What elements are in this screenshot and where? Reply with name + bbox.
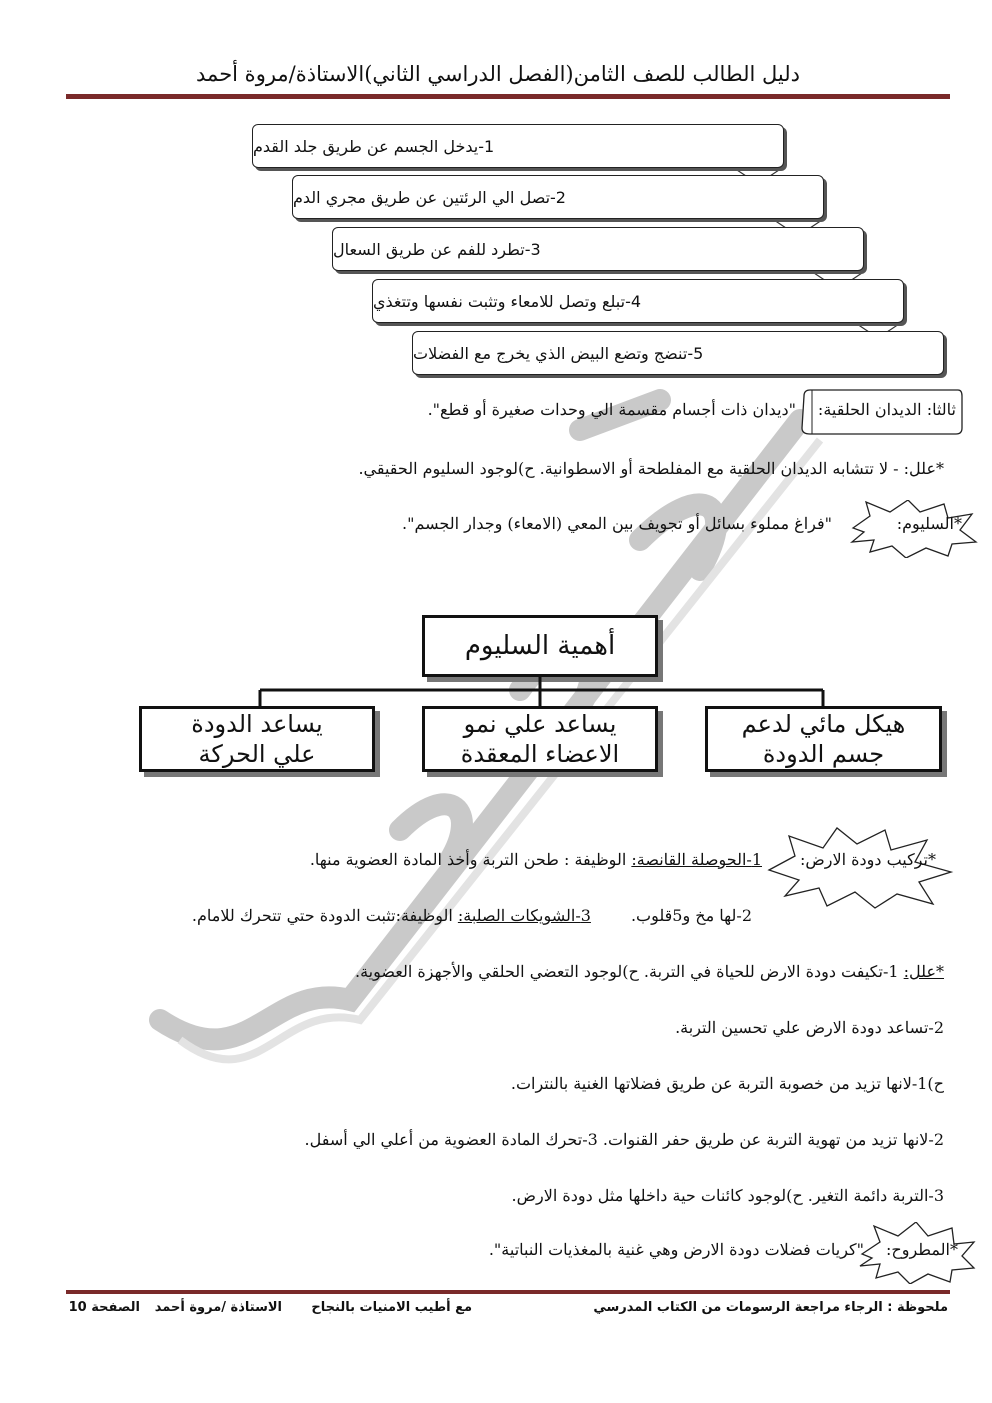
- heart-count: 2-لها مخ و5قلوب.: [630, 906, 752, 925]
- setae-name: 3-الشويكات الصلبة:: [457, 906, 591, 925]
- life-cycle-step-1: 1-يدخل الجسم عن طريق جلد القدم: [252, 124, 784, 168]
- importance-box-organs-line1: يساعد علي نمو: [463, 710, 617, 738]
- crop-name: 1-الحوصلة القانصة:: [631, 850, 762, 869]
- importance-chart-title: [422, 615, 658, 677]
- importance-box-movement-line2: علي الحركة: [198, 740, 316, 768]
- importance-box-organs: [422, 706, 658, 772]
- explain-label: *علل:: [903, 962, 944, 981]
- importance-box-movement-line1: يساعد الدودة: [191, 710, 323, 738]
- importance-box-hydrostatic-line2: جسم الدودة: [762, 740, 885, 768]
- earthworm-line2: [192, 906, 752, 925]
- importance-box-hydrostatic: [705, 706, 942, 772]
- importance-box-organs-line2: الاعضاء المعقدة: [460, 740, 620, 768]
- earthworm-crop-line: [310, 850, 762, 869]
- castings-definition: "كريات فضلات دودة الارض وهي غنية بالمغذيات النباتية".: [488, 1240, 864, 1259]
- earthworm-label: *تركيب دودة الارض:: [800, 850, 936, 869]
- page-header-title: دليل الطالب للصف الثامن(الفصل الدراسي الثاني)الاستاذة/مروة أحمد: [196, 62, 800, 86]
- header-rule: [66, 94, 950, 99]
- footer-rule: [66, 1290, 950, 1294]
- footer-wish: مع أطيب الامنيات بالنجاح: [311, 1300, 472, 1315]
- explain-line-5: 3-التربة دائمة التغير. ح)لوجود كائنات حية داخلها مثل دودة الارض.: [511, 1186, 944, 1205]
- segmented-worms-label: ثالثا: الديدان الحلقية:: [817, 400, 956, 419]
- life-cycle-step-4: 4-تبلع وتصل للامعاء وتثبت نفسها وتتغذي: [372, 279, 904, 323]
- explain-line-2: 2-تساعد دودة الارض علي تحسين التربة.: [675, 1018, 944, 1037]
- importance-chart-title-text: أهمية السليوم: [464, 631, 616, 661]
- setae-function: الوظيفة:تثبت الدودة حتي تتحرك للامام.: [191, 906, 458, 925]
- importance-box-hydrostatic-line1: هيكل مائي لدعم: [741, 710, 906, 738]
- footer-teacher: الاستاذة /مروة أحمد: [154, 1300, 282, 1315]
- crop-function: الوظيفة : طحن التربة وأخذ المادة العضوية منها.: [309, 850, 632, 869]
- life-cycle-step-5: 5-تنضج وتضع البيض الذي يخرج مع الفضلات: [412, 331, 944, 375]
- explain-line-3: ح)1-لانها تزيد من خصوبة التربة عن طريق فضلاتها الغنية بالنترات.: [510, 1074, 944, 1093]
- coelom-label: *السليوم:: [896, 514, 962, 533]
- life-cycle-step-3: 3-تطرد للفم عن طريق السعال: [332, 227, 864, 271]
- explain-line-1: [355, 962, 944, 981]
- footer-page-number: الصفحة 10: [68, 1300, 140, 1315]
- coelom-definition: "فراغ مملوء بسائل أو تجويف بين المعي (الامعاء) وجدار الجسم".: [402, 514, 832, 533]
- castings-label: *المطروح:: [886, 1240, 958, 1259]
- importance-box-movement: [139, 706, 375, 772]
- life-cycle-diagram: [250, 120, 950, 380]
- explain-line-4: 2-لانها تزيد من تهوية التربة عن طريق حفر القنوات. 3-تحرك المادة العضوية من أعلي الي أسفل.: [304, 1130, 944, 1149]
- segmented-worms-definition: "ديدان ذات أجسام مقسمة الي وحدات صغيرة أو قطع".: [427, 400, 796, 419]
- segmented-worms-explain: *علل: - لا تتشابه الديدان الحلقية مع المفلطحة أو الاسطوانية. ح)لوجود السليوم الحقيقي.: [358, 459, 944, 478]
- explain-line-1-text: 1-تكيفت دودة الارض للحياة في التربة. ح)لوجود التعضي الحلقي والأجهزة العضوية.: [354, 962, 904, 981]
- footer-note: ملحوظة : الرجاء مراجعة الرسومات من الكتاب المدرسي: [593, 1300, 948, 1315]
- life-cycle-step-2: 2-تصل الي الرئتين عن طريق مجري الدم: [292, 175, 824, 219]
